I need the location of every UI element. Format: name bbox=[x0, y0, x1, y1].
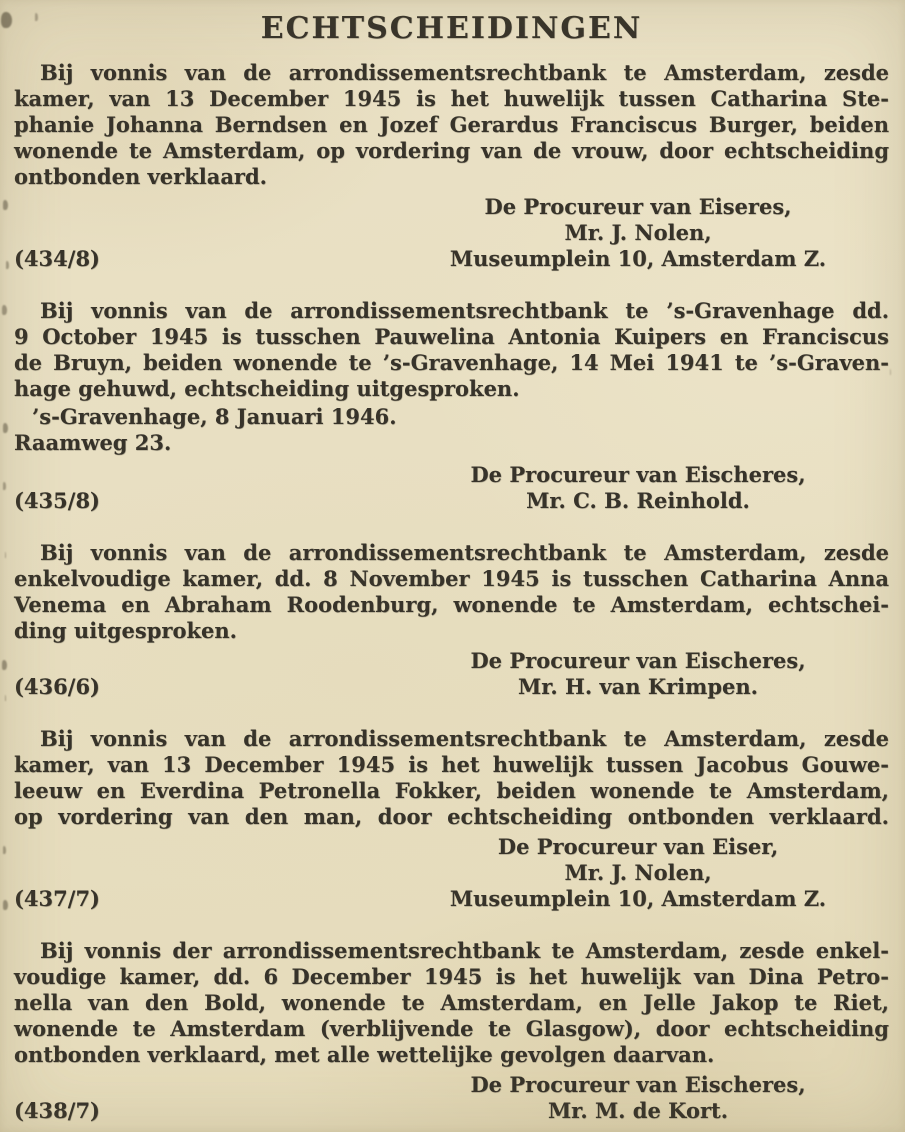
text-line: Venema en Abraham Roodenburg, wonende te Amsterdam, echtschei- bbox=[14, 592, 889, 617]
text-line: hage gehuwd, echtscheiding uitgesproken. bbox=[14, 376, 520, 401]
signature-block bbox=[382, 194, 894, 272]
text-line: nella van den Bold, wonende te Amsterdam, en Jelle Jakop te Riet, bbox=[14, 990, 889, 1015]
text-line: leeuw en Everdina Petronella Fokker, beiden wonende te Amsterdam, bbox=[14, 778, 889, 803]
text-line: Bij vonnis van de arrondissementsrechtbank te ’s-Gravenhage dd. bbox=[40, 298, 889, 323]
text-line: ding uitgesproken. bbox=[14, 618, 237, 643]
notice-paragraph bbox=[14, 60, 889, 190]
address-line: Raamweg 23. bbox=[14, 430, 172, 455]
text-line: enkelvoudige kamer, dd. 8 November 1945 is tusschen Catharina Anna bbox=[14, 566, 889, 591]
text-line: Bij vonnis van de arrondissementsrechtbank te Amsterdam, zesde bbox=[40, 60, 889, 85]
signature-line: De Procureur van Eischeres, bbox=[470, 648, 806, 673]
notice-paragraph bbox=[14, 298, 889, 402]
signature-block bbox=[382, 462, 894, 514]
signature-line: Mr. C. B. Reinhold. bbox=[526, 488, 750, 513]
signature-block bbox=[382, 648, 894, 700]
signature-block bbox=[382, 1072, 894, 1124]
signature-line: De Procureur van Eischeres, bbox=[470, 1072, 806, 1097]
signature-line: De Procureur van Eiseres, bbox=[484, 194, 792, 219]
page-title: ECHTSCHEIDINGEN bbox=[260, 11, 643, 46]
text-line: voudige kamer, dd. 6 December 1945 is het huwelijk van Dina Petro- bbox=[14, 964, 889, 989]
notice-paragraph bbox=[14, 726, 889, 830]
divorce-notice bbox=[14, 298, 889, 514]
signature-line: Mr. H. van Krimpen. bbox=[518, 674, 758, 699]
ref-number: (436/6) bbox=[14, 674, 100, 699]
signature-line: Mr. J. Nolen, bbox=[564, 860, 712, 885]
text-line: kamer, van 13 December 1945 is het huwelijk tussen Jacobus Gouwe- bbox=[14, 752, 889, 777]
signature-line: Mr. J. Nolen, bbox=[564, 220, 712, 245]
text-line: 9 October 1945 is tusschen Pauwelina Antonia Kuipers en Franciscus bbox=[14, 324, 889, 349]
notice-paragraph bbox=[14, 938, 889, 1068]
notice-paragraph bbox=[14, 540, 889, 644]
text-line: ontbonden verklaard. bbox=[14, 164, 267, 189]
signature-block bbox=[382, 834, 894, 912]
text-line: Bij vonnis van de arrondissementsrechtbank te Amsterdam, zesde bbox=[40, 540, 889, 565]
text-line: kamer, van 13 December 1945 is het huwelijk tussen Catharina Ste- bbox=[14, 86, 889, 111]
divorce-notice bbox=[14, 60, 889, 272]
ref-number: (438/7) bbox=[14, 1098, 100, 1123]
ref-number: (435/8) bbox=[14, 488, 100, 513]
text-line: wonende te Amsterdam (verblijvende te Glasgow), door echtscheiding bbox=[14, 1016, 889, 1041]
ref-number: (434/8) bbox=[14, 246, 100, 271]
text-line: Bij vonnis van de arrondissementsrechtbank te Amsterdam, zesde bbox=[40, 726, 889, 751]
divorce-notice bbox=[14, 540, 889, 700]
signature-line: Museumplein 10, Amsterdam Z. bbox=[449, 886, 827, 911]
text-line: de Bruyn, beiden wonende te ’s-Gravenhage, 14 Mei 1941 te ’s-Graven- bbox=[14, 350, 889, 375]
divorce-notice bbox=[14, 726, 889, 912]
text-line: op vordering van den man, door echtscheiding ontbonden verklaard. bbox=[14, 804, 889, 829]
divorce-notice bbox=[14, 938, 889, 1124]
signature-line: De Procureur van Eiser, bbox=[497, 834, 779, 859]
signature-line: De Procureur van Eischeres, bbox=[470, 462, 806, 487]
text-line: Bij vonnis der arrondissementsrechtbank te Amsterdam, zesde enkel- bbox=[40, 938, 889, 963]
text-line: ontbonden verklaard, met alle wettelijke gevolgen daarvan. bbox=[14, 1042, 715, 1067]
ref-number: (437/7) bbox=[14, 886, 100, 911]
dateline: ’s-Gravenhage, 8 Januari 1946. bbox=[32, 404, 397, 429]
signature-line: Mr. M. de Kort. bbox=[547, 1098, 729, 1123]
text-line: wonende te Amsterdam, op vordering van de vrouw, door echtscheiding bbox=[14, 138, 889, 163]
text-line: phanie Johanna Berndsen en Jozef Gerardus Franciscus Burger, beiden bbox=[14, 112, 889, 137]
signature-line: Museumplein 10, Amsterdam Z. bbox=[449, 246, 827, 271]
